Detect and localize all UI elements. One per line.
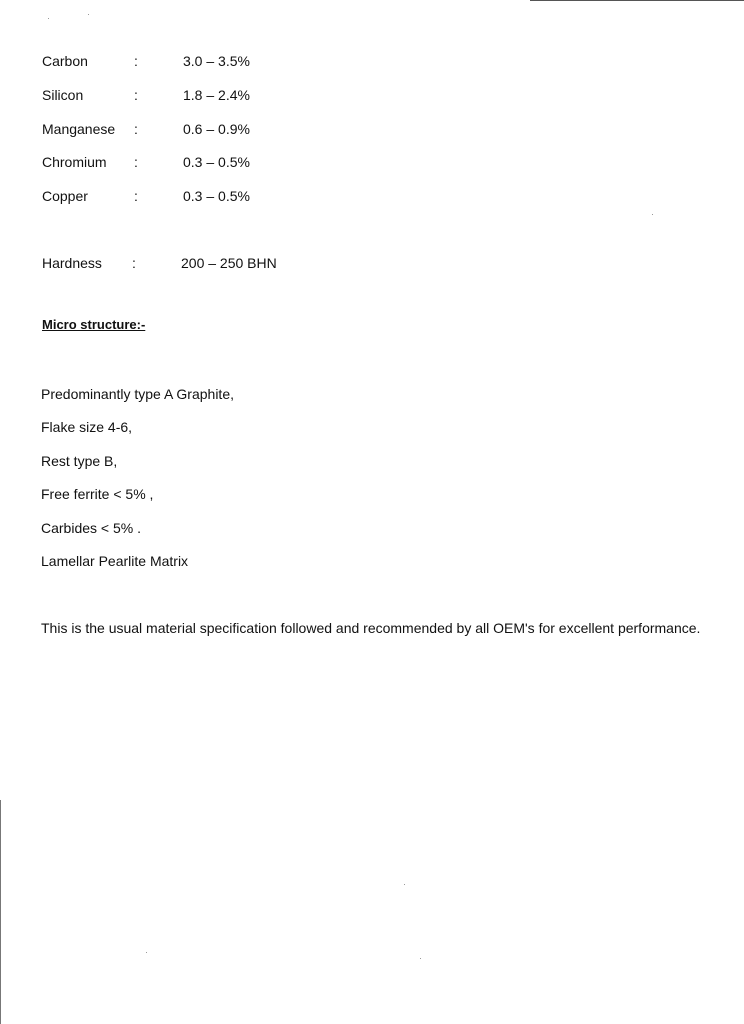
hardness-separator: :	[132, 255, 136, 271]
composition-value: 3.0 – 3.5%	[183, 53, 250, 69]
composition-separator: :	[134, 188, 138, 204]
scan-speck	[404, 884, 405, 885]
microstructure-item: Predominantly type A Graphite,	[41, 386, 234, 402]
composition-label: Carbon	[42, 53, 88, 69]
composition-label: Manganese	[42, 121, 116, 137]
composition-value: 0.3 – 0.5%	[183, 154, 250, 170]
microstructure-item: Rest type B,	[41, 453, 118, 469]
microstructure-item: Lamellar Pearlite Matrix	[41, 553, 189, 569]
composition-separator: :	[134, 87, 138, 103]
scan-speck	[88, 14, 89, 15]
closing-paragraph: This is the usual material specification followed and recommended by all OEM's for excellent performance.	[41, 620, 701, 636]
microstructure-item: Carbides < 5% .	[41, 520, 141, 536]
scan-speck	[652, 214, 653, 215]
composition-label: Copper	[42, 188, 88, 204]
scan-speck	[420, 958, 421, 959]
composition-value: 0.6 – 0.9%	[183, 121, 250, 137]
microstructure-item: Free ferrite < 5% ,	[41, 486, 154, 502]
microstructure-item: Flake size 4-6,	[41, 419, 133, 435]
composition-separator: :	[134, 121, 138, 137]
composition-separator: :	[134, 154, 138, 170]
composition-value: 1.8 – 2.4%	[183, 87, 250, 103]
scan-edge-left	[0, 800, 1, 1024]
composition-label: Chromium	[42, 154, 107, 170]
hardness-value: 200 – 250 BHN	[181, 255, 277, 271]
microstructure-heading: Micro structure:-	[42, 317, 146, 332]
composition-label: Silicon	[42, 87, 84, 103]
scan-speck	[48, 18, 49, 19]
hardness-label: Hardness	[42, 255, 102, 271]
composition-separator: :	[134, 53, 138, 69]
composition-value: 0.3 – 0.5%	[183, 188, 250, 204]
scan-speck	[146, 952, 147, 953]
scan-edge-top	[530, 0, 744, 1]
